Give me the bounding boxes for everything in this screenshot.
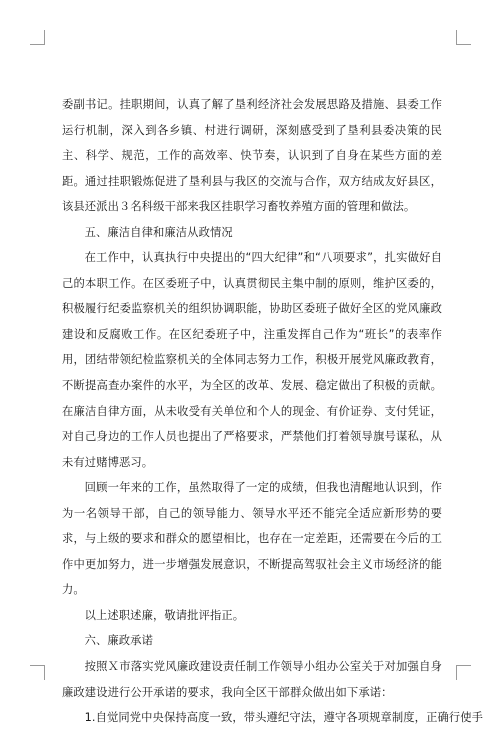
paragraph-pledge-intro: 按照Ｘ市落实党风廉政建设责任制工作领导小组办公室关于对加强自身廉政建设进行公开承诺的要求，我向全区干部群众做出如下承诺： [62,660,442,699]
document-body [62,92,484,731]
paragraph-integrity: 在工作中，认真执行中央提出的“四大纪律”和“八项要求”，扎实做好自己的本职工作。在区委班子中，认真贯彻民主集中制的原则，维护区委的，积极履行纪委监察机关的组织协调职能，协助区委班子做好全区的党风廉政建设和反腐败工作。在区纪委班子中，注重发挥自己作为“班长”的表率作用，团结带领纪检监察机关的全体同志努力工作，积极开展党风廉政教育，不断提高查办案件的水平，为全区的改革、发展、稳定做出了积极的贡献。在廉洁自律方面，从未收受有关单位和个人的现金、有价证券、支付凭证，对自己身边的工作人员也提出了严格要求，严禁他们打着领导旗号谋私，从未有过赌博恶习。 [62,251,442,469]
paragraph-review: 回顾一年来的工作，虽然取得了一定的成绩，但我也清醒地认识到，作为一名领导干部，自己的领导能力、领导水平还不能完全适应新形势的要求，与上级的要求和群众的愿望相比，也存在一定差距，还需要在今后的工作中更加努力，进一步增强发展意识，不断提高驾驭社会主义市场经济的能力。 [62,481,442,597]
crop-mark-top-right [456,30,471,45]
paragraph-closing: 以上述职述廉，敬请批评指正。 [84,608,245,622]
heading-integrity-self-discipline: 五、廉洁自律和廉洁从政情况 [84,225,233,239]
crop-mark-top-left [30,30,45,45]
paragraph-secondment: 委副书记。挂职期间，认真了解了垦利经济社会发展思路及措施、县委工作运行机制，深入到各乡镇、村进行调研，深刻感受到了垦利县委决策的民主、科学、规范，工作的高效率、快节奏，认识到了自身在某些方面的差距。通过挂职锻炼促进了垦利县与我区的交流与合作，双方结成友好县区，该县还派出３名科级干部来我区挂职学习畜牧养殖方面的管理和做法。 [62,98,442,214]
heading-integrity-pledge: 六、廉政承诺 [84,634,153,648]
paragraph-pledge-item-1: 1.自觉同党中央保持高度一致，带头遵纪守法，遵守各项规章制度，正确行使手 [84,711,484,725]
crop-mark-bottom-right [456,665,471,680]
crop-mark-bottom-left [30,665,45,680]
